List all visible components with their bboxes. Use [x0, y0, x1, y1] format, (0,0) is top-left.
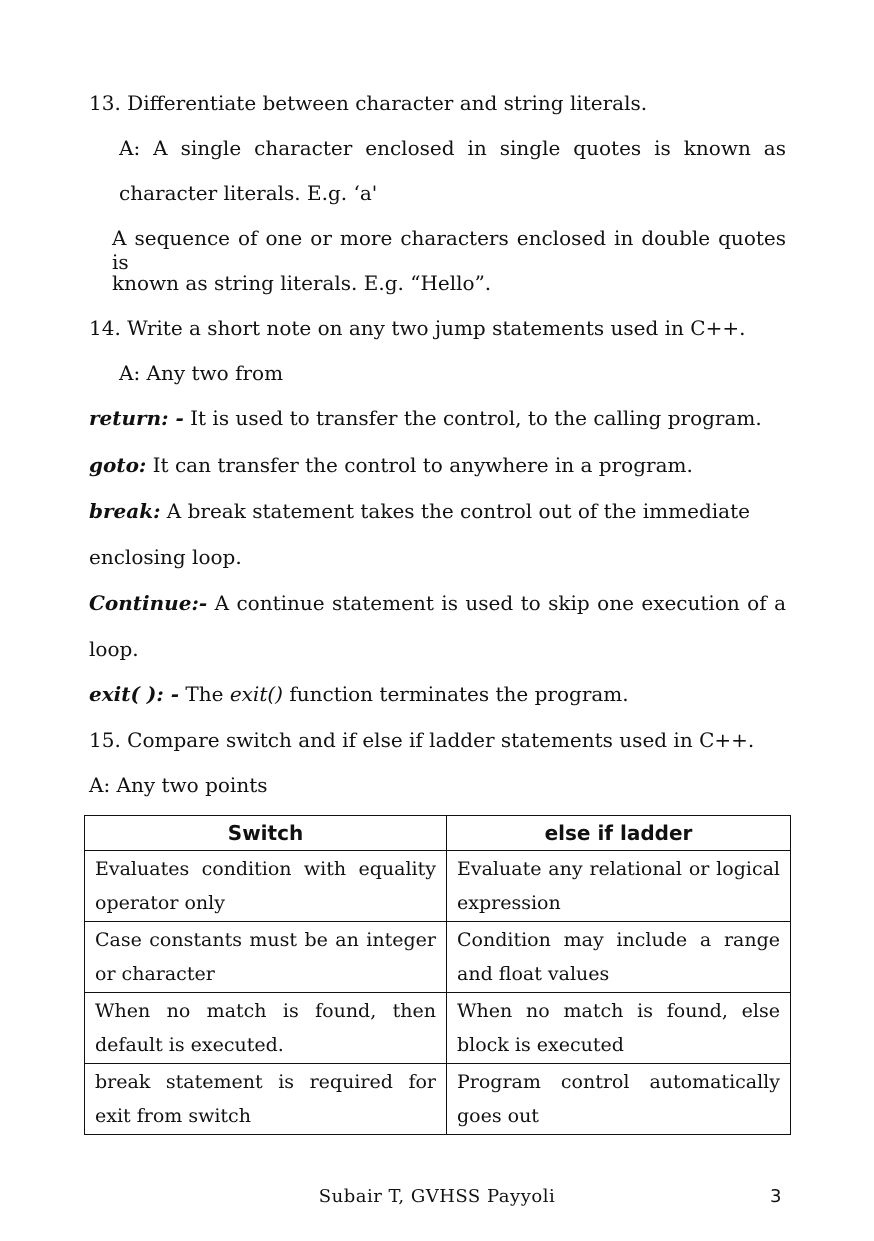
q15-question: 15. Compare switch and if else if ladder statements used in C++.: [89, 728, 755, 752]
table-cell-switch: Case constants must be an integer or character: [85, 922, 447, 993]
jump-item-break: [89, 499, 750, 523]
jump-item-continue-continuation: loop.: [89, 637, 139, 661]
footer-author: Subair T, GVHSS Payyoli: [318, 1186, 556, 1207]
table-row: [85, 922, 791, 993]
header-else-if-ladder: else if ladder: [447, 816, 791, 851]
jump-item-continue-text: A continue statement is used to skip one execution of a: [207, 591, 786, 615]
jump-item-goto-text: It can transfer the control to anywhere in a program.: [146, 453, 693, 477]
jump-item-exit-post: function terminates the program.: [282, 682, 629, 706]
table-cell-ladder: When no match is found, else block is executed: [447, 993, 791, 1064]
table-cell-switch: When no match is found, then default is executed.: [85, 993, 447, 1064]
table-cell-switch: break statement is required for exit from switch: [85, 1064, 447, 1135]
table-row: [85, 851, 791, 922]
jump-item-return-text: It is used to transfer the control, to the calling program.: [183, 406, 762, 430]
jump-item-break-continuation: enclosing loop.: [89, 545, 242, 569]
jump-item-exit-pre: The: [179, 682, 230, 706]
keyword-break: break:: [89, 499, 161, 523]
keyword-return: return: -: [89, 406, 184, 430]
jump-item-continue: [89, 591, 786, 615]
q13-char-line1: A: A single character enclosed in single quotes is known as: [119, 136, 786, 160]
q13-char-line2: character literals. E.g. ‘a': [119, 181, 378, 205]
header-switch: Switch: [85, 816, 447, 851]
table-header-row: [85, 816, 791, 851]
table-cell-switch: Evaluates condition with equality operator only: [85, 851, 447, 922]
jump-item-exit-func: exit(): [229, 682, 283, 706]
jump-item-return: [89, 406, 762, 430]
keyword-exit: exit( ): -: [89, 682, 180, 706]
table-row: [85, 993, 791, 1064]
q14-question: 14. Write a short note on any two jump statements used in C++.: [89, 316, 746, 340]
jump-item-exit: [89, 682, 629, 706]
table-row: [85, 1064, 791, 1135]
q15-answer-intro: A: Any two points: [89, 773, 268, 797]
table-cell-ladder: Program control automatically goes out: [447, 1064, 791, 1135]
q13-str-line2: known as string literals. E.g. “Hello”.: [112, 271, 492, 295]
q13-str-line1: A sequence of one or more characters enclosed in double quotes is: [112, 226, 786, 274]
page-number: 3: [770, 1186, 782, 1207]
comparison-table: [84, 815, 791, 1135]
jump-item-break-text: A break statement takes the control out of the immediate: [160, 499, 750, 523]
table-cell-ladder: Evaluate any relational or logical expression: [447, 851, 791, 922]
q14-answer-intro: A: Any two from: [119, 361, 284, 385]
q13-question: 13. Differentiate between character and string literals.: [89, 91, 648, 115]
table-cell-ladder: Condition may include a range and float values: [447, 922, 791, 993]
jump-item-goto: [89, 453, 693, 477]
keyword-goto: goto:: [89, 453, 147, 477]
keyword-continue: Continue:-: [89, 591, 208, 615]
